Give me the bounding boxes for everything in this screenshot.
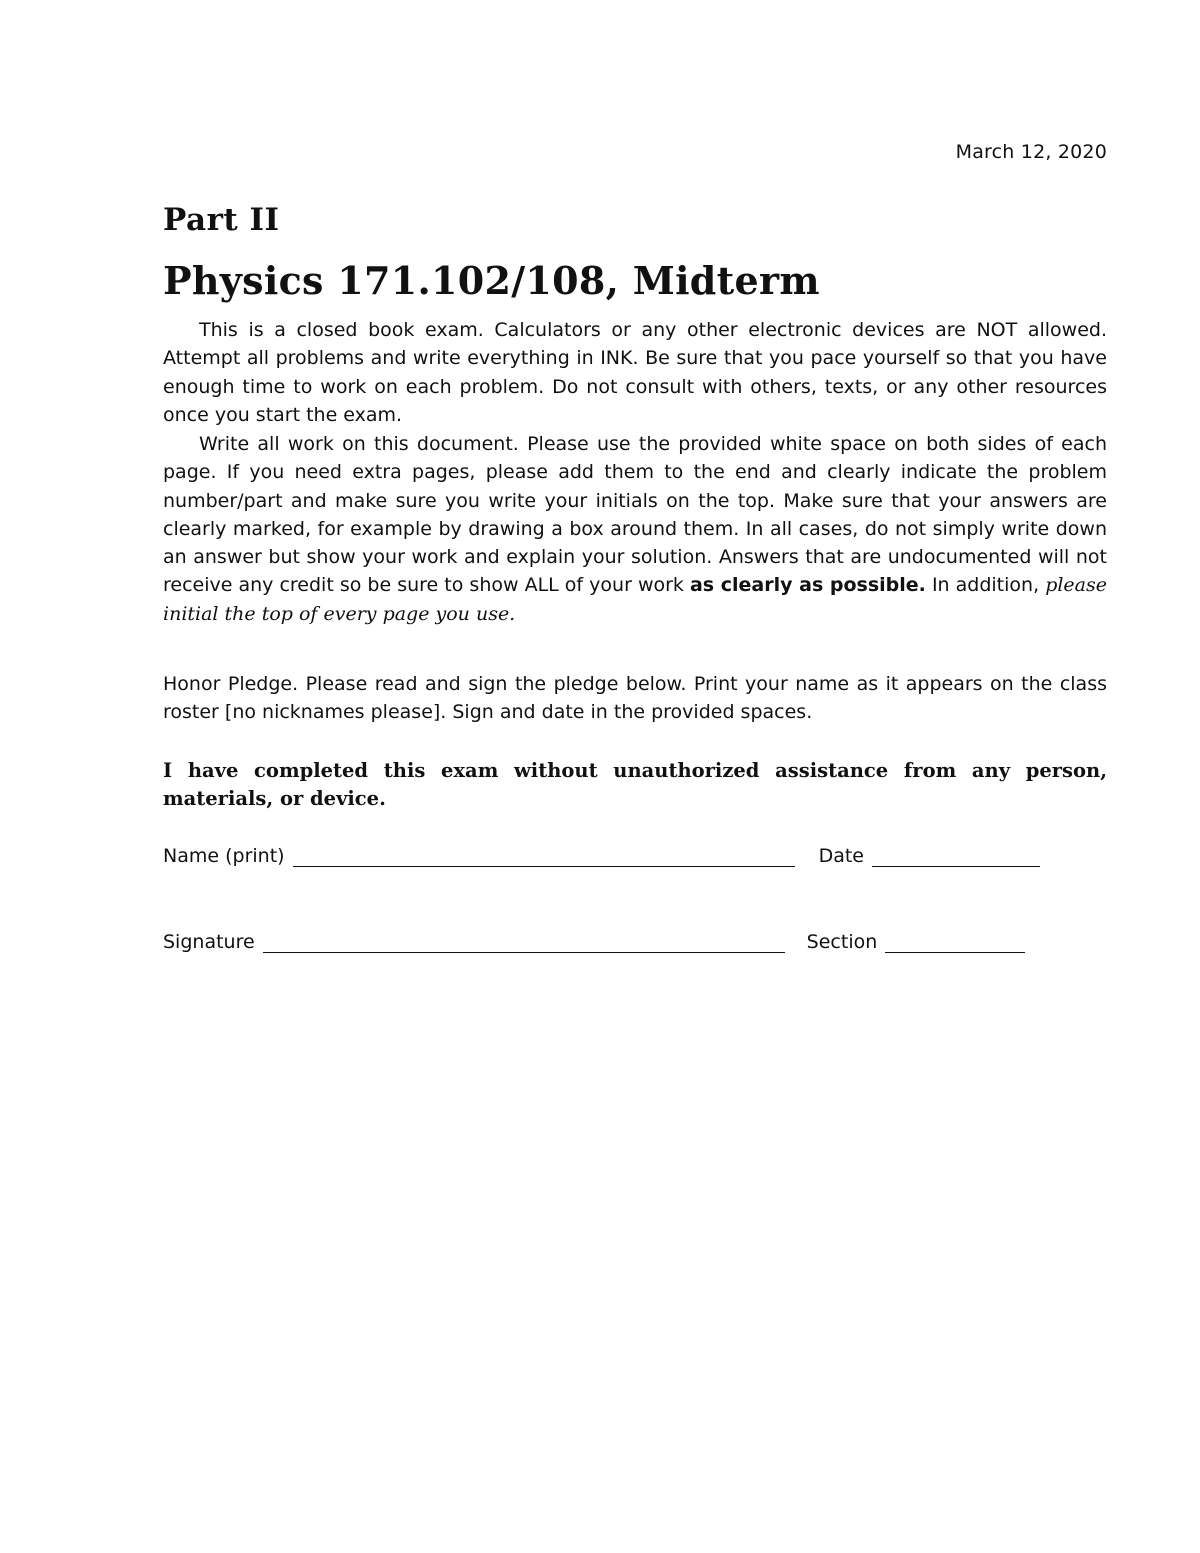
section-label: Section: [806, 931, 878, 953]
honor-pledge-statement: I have completed this exam without unauthorized assistance from any person, materials, or device.: [163, 759, 1107, 811]
date-label: Date: [818, 845, 864, 867]
signature-section-row: [163, 931, 1025, 953]
exam-date: March 12, 2020: [955, 141, 1107, 163]
name-date-row: [163, 845, 1040, 867]
signature-label: Signature: [163, 931, 255, 953]
instructions-p2-connector: In addition,: [925, 574, 1046, 597]
name-label: Name (print): [163, 845, 285, 867]
instructions-paragraph-1: This is a closed book exam. Calculators or any other electronic devices are NOT allowed. Attempt all problems and write everything in INK. Be sure that you pace yourself so that you have enough time to work on each problem. Do not consult with others, texts, or any other resources once you start the exam.: [163, 319, 1107, 426]
honor-pledge-instructions: Honor Pledge. Please read and sign the pledge below. Print your name as it appears on the class roster [no nicknames please]. Sign and date in the provided spaces.: [163, 673, 1107, 724]
part-heading: Part II: [163, 202, 280, 238]
signature-field[interactable]: [263, 932, 785, 953]
name-field[interactable]: [293, 846, 795, 867]
instructions-p2-initial-note: please initial the top of every page you use.: [163, 574, 1107, 625]
date-field[interactable]: [872, 846, 1040, 867]
instructions-paragraph-2: [163, 430, 1107, 628]
instructions-p2-emphasis: as clearly as possible.: [689, 574, 926, 597]
instructions-p2-text: Write all work on this document. Please use the provided white space on both sides of each page. If you need extra pages, please add them to the end and clearly indicate the problem number/part and make sure you write your initials on the top. Make sure that your answers are clearly marked, for example by drawing a box around them. In all cases, do not simply write down an answer but show your work and explain your solution. Answers that are undocumented will not receive any credit so be sure to show ALL of your work: [163, 433, 1107, 597]
section-field[interactable]: [885, 932, 1025, 953]
exam-title: Physics 171.102/108, Midterm: [163, 258, 820, 303]
